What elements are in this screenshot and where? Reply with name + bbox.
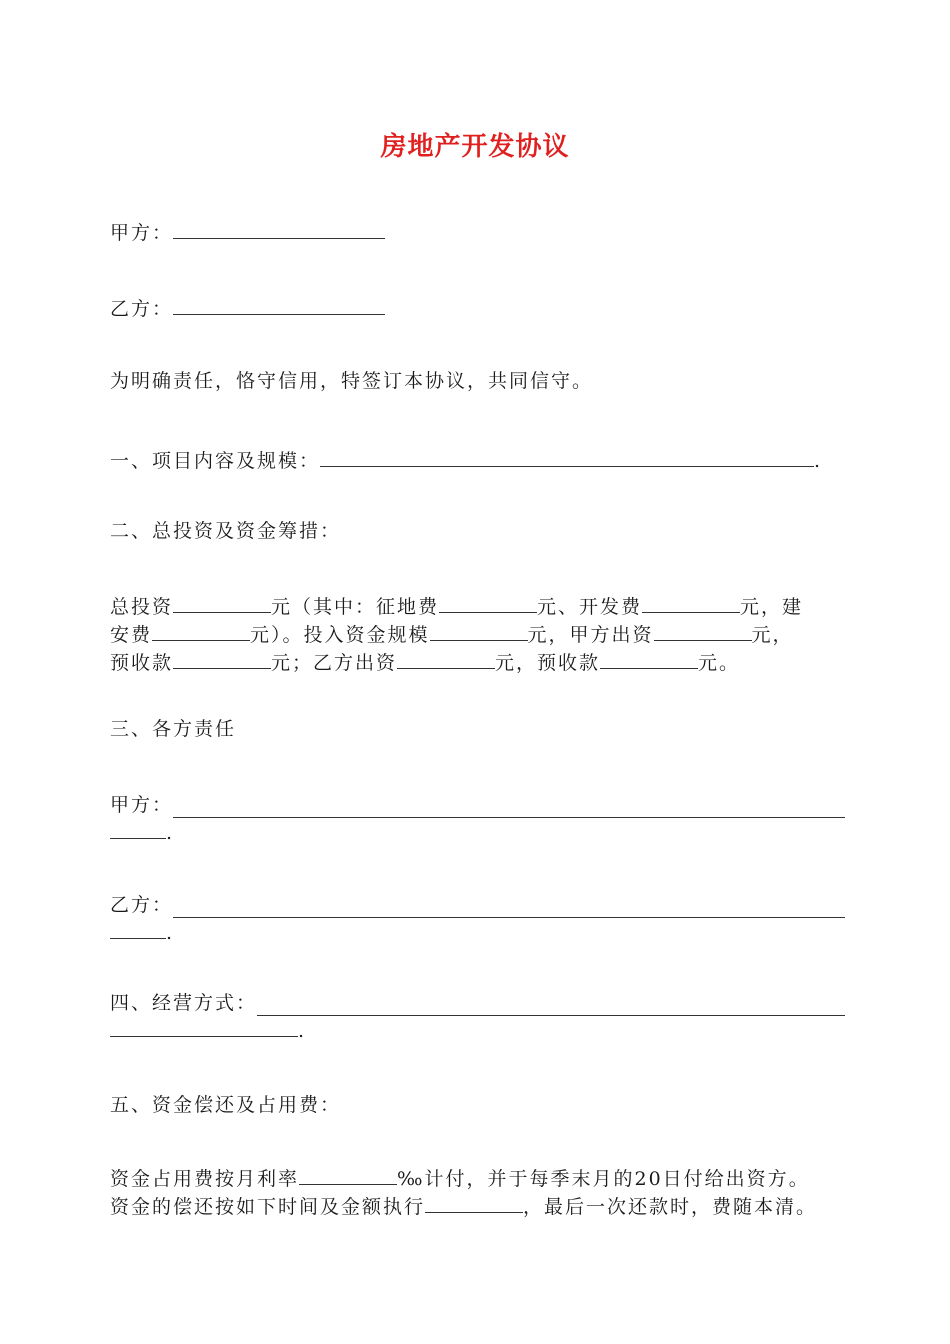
party-b-duties-blank-cont bbox=[110, 918, 166, 939]
party-b-contribution-blank bbox=[397, 648, 495, 669]
land-fee-blank bbox=[439, 592, 537, 613]
party-b-prepayment-blank bbox=[600, 648, 698, 669]
party-a-contribution-blank bbox=[654, 620, 752, 641]
inv-text-10: 元；乙方出资 bbox=[271, 652, 398, 674]
period: . bbox=[166, 822, 175, 844]
section3-party-b bbox=[110, 892, 845, 946]
section3-party-b-label: 乙方： bbox=[110, 894, 174, 916]
inv-text-4: 元，建 bbox=[740, 596, 804, 618]
party-a-blank bbox=[173, 218, 385, 239]
section5-heading: 五、资金偿还及占用费： bbox=[110, 1094, 342, 1116]
inv-text-11: 元，预收款 bbox=[495, 652, 601, 674]
section1-label: 一、项目内容及规模： bbox=[110, 450, 321, 472]
party-a-prepayment-blank bbox=[173, 648, 271, 669]
section4-label: 四、经营方式： bbox=[110, 992, 258, 1014]
party-a-line bbox=[110, 218, 385, 247]
section3-party-a-label: 甲方： bbox=[110, 794, 174, 816]
inv-text-12: 元。 bbox=[698, 652, 741, 674]
party-b-blank bbox=[173, 294, 385, 315]
period: . bbox=[166, 922, 175, 944]
fund-scale-blank bbox=[430, 620, 528, 641]
inv-text-7: 元，甲方出资 bbox=[527, 624, 654, 646]
development-fee-blank bbox=[642, 592, 740, 613]
inv-text-3: 元、开发费 bbox=[537, 596, 643, 618]
rep-text-4: ，最后一次还款时，费随本清。 bbox=[523, 1196, 818, 1218]
document-title: 房地产开发协议 bbox=[380, 132, 570, 162]
rep-text-2: ‰计付，并于每季末月的20日付给出资方。 bbox=[397, 1168, 810, 1190]
section1-line bbox=[110, 446, 822, 475]
repayment-schedule-blank bbox=[425, 1192, 523, 1213]
inv-text-1: 总投资 bbox=[110, 596, 174, 618]
section3-heading: 三、各方责任 bbox=[110, 718, 237, 740]
inv-text-6: 元）。投入资金规模 bbox=[250, 624, 430, 646]
construction-fee-blank bbox=[152, 620, 250, 641]
preamble: 为明确责任，恪守信用，特签订本协议，共同信守。 bbox=[110, 370, 594, 392]
party-b-line bbox=[110, 294, 385, 323]
investment-paragraph bbox=[110, 592, 845, 676]
section2-heading: 二、总投资及资金筹措： bbox=[110, 520, 342, 542]
total-investment-blank bbox=[173, 592, 271, 613]
inv-text-5: 安费 bbox=[110, 624, 153, 646]
party-b-duties-blank bbox=[173, 897, 845, 918]
party-a-duties-blank-cont bbox=[110, 818, 166, 839]
monthly-rate-blank bbox=[299, 1164, 397, 1185]
section1-blank bbox=[320, 446, 814, 467]
rep-text-1: 资金占用费按月利率 bbox=[110, 1168, 300, 1190]
inv-text-2: 元（其中：征地费 bbox=[271, 596, 440, 618]
party-b-label: 乙方： bbox=[110, 298, 174, 320]
section3-party-a bbox=[110, 792, 845, 846]
section1-end: . bbox=[814, 450, 823, 472]
party-a-label: 甲方： bbox=[110, 222, 174, 244]
inv-text-9: 预收款 bbox=[110, 652, 174, 674]
rep-text-3: 资金的偿还按如下时间及金额执行 bbox=[110, 1196, 426, 1218]
period: . bbox=[298, 1020, 307, 1042]
operation-mode-blank-cont bbox=[110, 1016, 298, 1037]
repayment-paragraph bbox=[110, 1164, 845, 1220]
section4 bbox=[110, 990, 845, 1044]
party-a-duties-blank bbox=[173, 797, 845, 818]
operation-mode-blank bbox=[257, 995, 845, 1016]
inv-text-8: 元， bbox=[751, 624, 794, 646]
